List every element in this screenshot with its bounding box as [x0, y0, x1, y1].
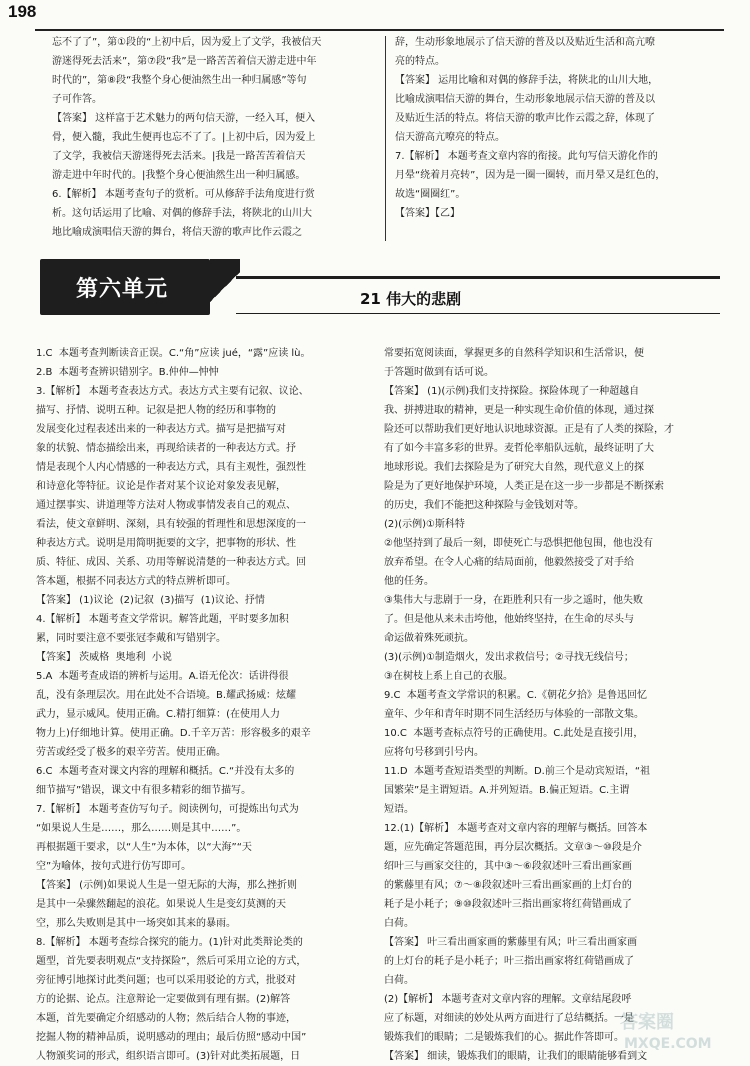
text-line: 析。这句话运用了比喻、对偶的修辞手法，将陕北的山川大 [52, 208, 312, 219]
bottom-right-column [384, 344, 720, 1066]
text-line: 方的论据、论点。注意辩论一定要做到有理有据。(2)解答 [36, 994, 291, 1005]
text-line: 险是为了更好地保护环境，人类正是在这一步一步都是不断探索 [384, 481, 664, 492]
text-line: 旁征博引地探讨此类问题；也可以采用驳论的方式，批驳对 [36, 975, 296, 986]
page-number: 198 [8, 2, 37, 21]
text-line: 7.【解析】 本题考查文章内容的衔接。此句写信天游化作的 [395, 151, 658, 162]
text-line: 5.A 本题考查成语的辨析与运用。A.语无伦次：话讲得很 [36, 671, 289, 682]
text-line: ②他坚持到了最后一刻，即使死亡与恐惧把他包围，他也没有 [384, 538, 653, 549]
title-rule-top [236, 276, 720, 279]
text-line: 我、拼搏进取的精神，更是一种实现生命价值的体现，通过探 [384, 405, 654, 416]
text-line: 描写、抒情、说明五种。记叙是把人物的经历和事物的 [36, 405, 276, 416]
text-line: 常要拓宽阅读面，掌握更多的自然科学知识和生活常识，便 [384, 348, 644, 359]
svg-text:MXQE.COM: MXQE.COM [624, 1036, 712, 1052]
text-line: 物力上)仔细地计算。使用正确。D.千辛万苦：形容极多的艰辛 [36, 728, 311, 739]
text-line: 人物颁奖词的形式，组织语言即可。(3)针对此类拓展题，日 [36, 1051, 301, 1062]
text-line: 子可作答。 [52, 94, 102, 105]
text-line: 国繁荣”是主谓短语。A.并列短语。B.偏正短语。C.主谓 [384, 785, 630, 796]
header-rule [35, 29, 724, 31]
text-line: 累，同时要注意不要张冠李戴和写错别字。 [36, 633, 226, 644]
text-line: 9.C 本题考查文学常识的积累。C.《朝花夕拾》是鲁迅回忆 [384, 690, 648, 701]
text-line: 锻炼我们的眼睛；二是锻炼我们的心。据此作答即可。 [384, 1032, 624, 1043]
text-line: 【答案】 茨威格 奥地利 小说 [36, 652, 172, 663]
text-line: 【答案】 这样富于艺术魅力的两句信天游，一经入耳，便入 [52, 113, 316, 124]
text-line: 题，应先确定答题范围，再分层次概括。文章③～⑩段是介 [384, 842, 642, 853]
text-line: 放弃希望。在令人心痛的结局面前，他毅然接受了对手给 [384, 557, 634, 568]
text-line: 他的任务。 [384, 576, 434, 587]
text-line: 空，那么失败则是其中一场突如其来的暴雨。 [36, 918, 236, 929]
text-line: 险还可以帮助我们更好地认识地球资源。正是有了人类的探险，才 [384, 424, 674, 435]
unit-banner-corner [210, 259, 240, 315]
text-line: 答本题，根据不同表达方式的特点辨析即可。 [36, 576, 236, 587]
text-line: 应将句号移到引号内。 [384, 747, 484, 758]
text-line: ③在树枝上系上自己的衣服。 [384, 671, 513, 682]
text-line: 12.(1)【解析】 本题考查对文章内容的理解与概括。回答本 [384, 823, 648, 834]
text-line: 命运做着殊死顽抗。 [384, 633, 474, 644]
text-line: 情是表现个人内心情感的一种表达方式，具有主观性，强烈性 [36, 462, 306, 473]
text-line: 故选“圈圈红”。 [395, 189, 466, 200]
text-line: 的历史，我们不能把这种探险与金钱划对等。 [384, 500, 584, 511]
text-line: 地球形说。我们去探险是为了研究大自然，现代意义上的探 [384, 462, 644, 473]
text-line: 信天游高亢嘹亮的特点。 [395, 132, 505, 143]
text-line: 质、特征、成因、关系、功用等解说清楚的一种表达方式。回 [36, 557, 306, 568]
text-line: 11.D 本题考查短语类型的判断。D.前三个是动宾短语，“祖 [384, 766, 651, 777]
text-line: 游迷得死去活来”，第⑦段“我”是一路苦苦着信天游走进中年 [52, 56, 317, 67]
svg-text:答案圈: 答案圈 [620, 1012, 674, 1033]
text-line: 辞，生动形象地展示了信天游的普及以及贴近生活和高亢嘹 [395, 37, 655, 48]
title-rule-bottom [236, 313, 720, 314]
lesson-title: 21 伟大的悲剧 [360, 290, 462, 308]
text-line: 月晕“绕着月亮转”，因为是一圈一圈转，而月晕又是红色的， [395, 170, 666, 181]
text-line: 的上灯台的耗子是小耗子；叶三指出画家将红荷错画成了 [384, 956, 634, 967]
unit-label: 第六单元 [76, 277, 169, 302]
text-line: 比喻成演唱信天游的舞台，生动形象地展示信天游的普及以 [395, 94, 655, 105]
text-line: 1.C 本题考查判断读音正误。C.“角”应读 jué，“露”应读 lù。 [36, 348, 311, 359]
text-line: 了文学，我被信天游迷得死去活来。|我是一路苦苦着信天 [52, 151, 306, 162]
text-line: 挖掘人物的精神品质，说明感动的理由；最后仿照“感动中国” [36, 1032, 307, 1043]
text-line: (2)【解析】 本题考查对文章内容的理解。文章结尾段呼 [384, 994, 632, 1005]
text-line: 再根据题干要求，以“人生”为本体，以“大海”“天 [36, 842, 252, 853]
text-line: 6.C 本题考查对课文内容的理解和概括。C.“并没有太多的 [36, 766, 295, 777]
text-line: 白荷。 [384, 975, 414, 986]
text-line: 【答案】 (1)议论 (2)记叙 (3)描写 (1)议论、抒情 [36, 595, 265, 606]
text-line: 地比喻成演唱信天游的舞台，将信天游的歌声比作云霞之 [52, 227, 302, 238]
text-line: 【答案】 (1)(示例)我们支持探险。探险体现了一种超越自 [384, 386, 640, 397]
text-line: 4.【解析】 本题考查文学常识。解答此题，平时要多加积 [36, 614, 289, 625]
text-line: 的紫藤里有风；⑦～⑧段叙述叶三看出画家画的上灯台的 [384, 880, 632, 891]
text-line: 空”为喻体，按句式进行仿写即可。 [36, 861, 192, 872]
text-line: 白荷。 [384, 918, 414, 929]
top-right-column [395, 33, 715, 223]
text-line: 游走进中年时代的。|我整个身心便油然生出一种归属感。 [52, 170, 306, 181]
text-line: 绍叶三与画家交往的，其中③～⑥段叙述叶三看出画家画 [384, 861, 632, 872]
text-line: 劳苦或经受了极多的艰辛劳苦。使用正确。 [36, 747, 226, 758]
text-line: 看法，使文章鲜明、深刻，具有较强的哲理性和思想深度的一 [36, 519, 306, 530]
text-line: 种表达方式。说明是用简明扼要的文字，把事物的形状、性 [36, 538, 296, 549]
column-divider [385, 36, 386, 241]
text-line: 童年、少年和青年时期不同生活经历与体验的一部散文集。 [384, 709, 644, 720]
text-line: 于答题时做到有话可说。 [384, 367, 494, 378]
text-line: 题型，首先要表明观点“支持探险”，然后可采用立论的方式， [36, 956, 307, 967]
text-line: 和诗意化等特征。议论是作者对某个议论对象发表见解， [36, 481, 286, 492]
text-line: “如果说人生是……，那么……则是其中……”。 [36, 823, 247, 834]
top-left-column [52, 33, 382, 242]
text-line: 及贴近生活的特点。将信天游的歌声比作云霞之辞，体现了 [395, 113, 655, 124]
text-line: 细节描写”错误，课文中有很多精彩的细节描写。 [36, 785, 252, 796]
text-line: 是其中一朵骤然翻起的浪花。如果说人生是变幻莫测的天 [36, 899, 286, 910]
bottom-left-column [36, 344, 376, 1066]
text-line: ③集伟大与悲剧于一身，在距胜利只有一步之遥时，他失败 [384, 595, 643, 606]
text-line: 8.【解析】 本题考查综合探究的能力。(1)针对此类辩论类的 [36, 937, 303, 948]
text-line: 7.【解析】 本题考查仿写句子。阅读例句，可提炼出句式为 [36, 804, 299, 815]
text-line: 忘不了了”，第①段的“上初中后，因为爱上了文学，我被信天 [52, 37, 322, 48]
text-line: 亮的特点。 [395, 56, 445, 67]
unit-banner [40, 259, 210, 315]
watermark-logo [618, 1004, 738, 1054]
text-line: 短语。 [384, 804, 414, 815]
text-line: 【答案】 运用比喻和对偶的修辞手法，将陕北的山川大地， [395, 75, 659, 86]
text-line: 象的状貌、情态描绘出来，再现给读者的一种表达方式。抒 [36, 443, 296, 454]
text-line: 了。但是他从来未击垮他，他始终坚持，在生命的尽头与 [384, 614, 634, 625]
text-line: 时代的”，第⑧段“我整个身心便油然生出一种归属感”等句 [52, 75, 307, 86]
text-line: (3)(示例)①制造烟火，发出求救信号；②寻找无线信号； [384, 652, 634, 663]
text-line: 【答案】 (示例)如果说人生是一望无际的大海，那么挫折则 [36, 880, 297, 891]
text-line: 本题，首先要确定介绍感动的人物；然后结合人物的事迹， [36, 1013, 296, 1024]
text-line: 发展变化过程表述出来的一种表达方式。描写是把描写对 [36, 424, 286, 435]
text-line: 有了如今丰富多彩的世界。麦哲伦率船队远航，最终证明了大 [384, 443, 654, 454]
text-line: 【答案】 细读，锻炼我们的眼睛，让我们的眼睛能够看到文 [384, 1051, 648, 1062]
text-line: 10.C 本题考查标点符号的正确使用。C.此处是直接引用， [384, 728, 644, 739]
text-line: 应了标题，对细读的妙处从两方面进行了总结概括。一是 [384, 1013, 634, 1024]
text-line: 耗子是小耗子；⑨⑩段叙述叶三指出画家将红荷错画成了 [384, 899, 632, 910]
text-line: 2.B 本题考查辨识错别字。B.仲仲—忡忡 [36, 367, 219, 378]
text-line: 通过摆事实、讲道理等方法对人物或事情发表自己的观点、 [36, 500, 296, 511]
text-line: 【答案】 叶三看出画家画的紫藤里有风；叶三看出画家画 [384, 937, 638, 948]
text-line: 6.【解析】 本题考查句子的赏析。可从修辞手法角度进行赏 [52, 189, 315, 200]
text-line: 武力，显示威风。使用正确。C.精打细算：(在使用人力 [36, 709, 281, 720]
text-line: 骨，便入髓，我此生便再也忘不了了。|上初中后，因为爱上 [52, 132, 316, 143]
text-line: 乱，没有条理层次。用在此处不合语境。B.耀武扬威：炫耀 [36, 690, 297, 701]
text-line: 【答案】【乙】 [395, 208, 460, 219]
text-line: 3.【解析】 本题考查表达方式。表达方式主要有记叙、议论、 [36, 386, 309, 397]
text-line: (2)(示例)①斯科特 [384, 519, 465, 530]
